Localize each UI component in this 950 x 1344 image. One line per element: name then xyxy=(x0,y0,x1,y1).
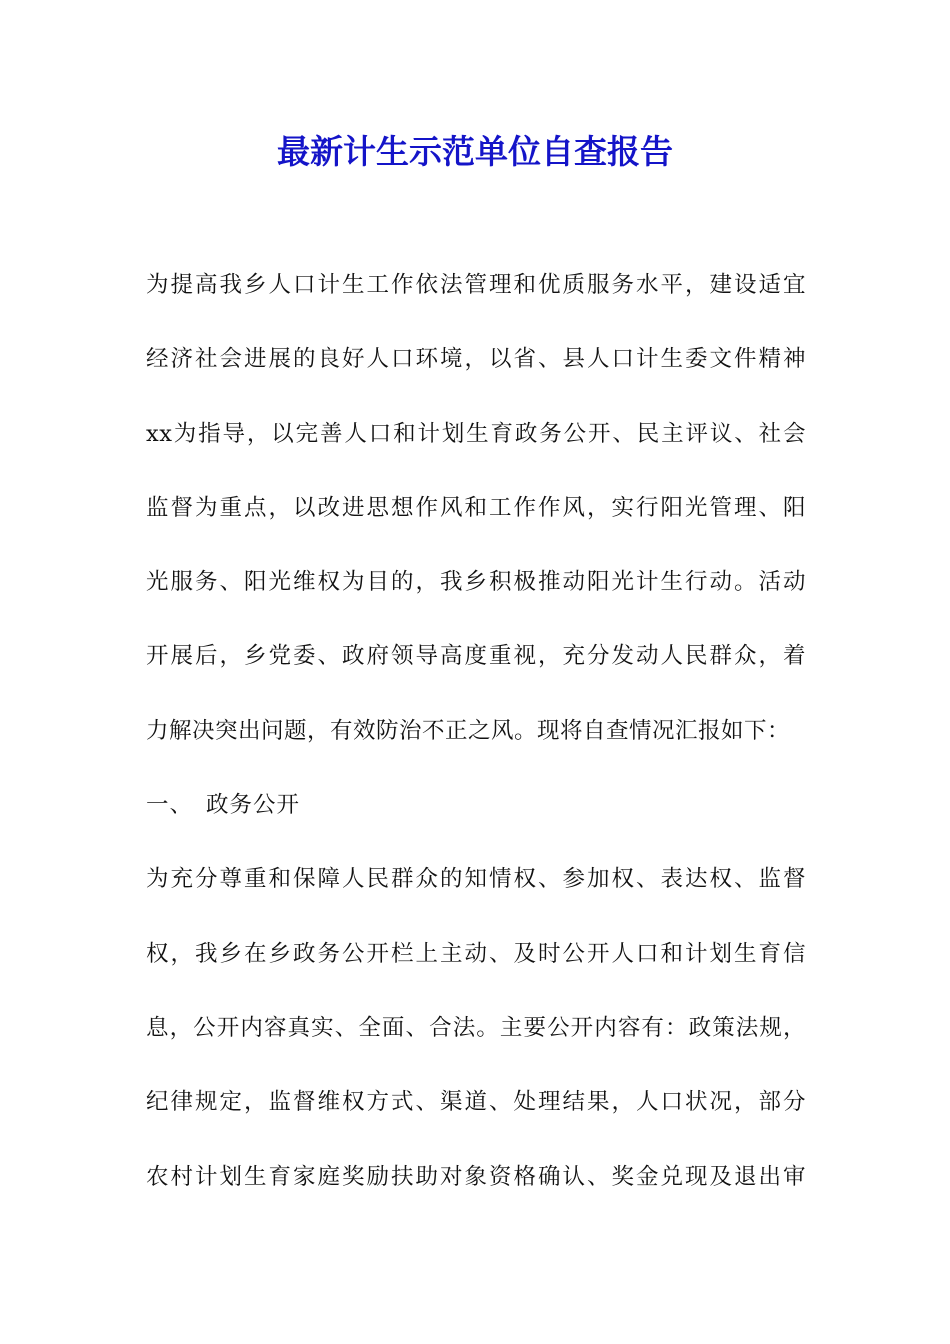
document-body xyxy=(146,265,806,1231)
text-line: 力解决突出问题，有效防治不正之风。现将自查情况汇报如下： xyxy=(146,717,791,744)
paragraph-disclosure xyxy=(146,859,806,1230)
text-line: 息，公开内容真实、全面、合法。主要公开内容有：政策法规， xyxy=(146,1014,806,1041)
text-line: 光服务、阳光维权为目的，我乡积极推动阳光计生行动。活动 xyxy=(146,569,806,596)
text-line: 纪律规定，监督维权方式、渠道、处理结果，人口状况，部分 xyxy=(146,1089,806,1116)
text-line: 为提高我乡人口计生工作依法管理和优质服务水平，建设适宜 xyxy=(146,272,806,298)
text-line: 农村计划生育家庭奖励扶助对象资格确认、奖金兑现及退出审 xyxy=(146,1163,806,1190)
text-line: 监督为重点，以改进思想作风和工作作风，实行阳光管理、阳 xyxy=(146,494,806,521)
text-line: xx为指导，以完善人口和计划生育政务公开、民主评议、社会 xyxy=(146,420,806,447)
text-line: 权，我乡在乡政务公开栏上主动、及时公开人口和计划生育信 xyxy=(146,940,806,967)
document-title: 最新计生示范单位自查报告 xyxy=(277,132,673,171)
section-heading xyxy=(146,785,806,859)
text-line: 经济社会进展的良好人口环境，以省、县人口计生委文件精神 xyxy=(146,346,806,373)
text-line: 开展后，乡党委、政府领导高度重视，充分发动人民群众，着 xyxy=(146,643,806,670)
paragraph-intro xyxy=(146,265,806,785)
text-line: 为充分尊重和保障人民群众的知情权、参加权、表达权、监督 xyxy=(146,866,806,893)
section-title: 政务公开 xyxy=(206,792,301,819)
section-number: 一、 xyxy=(146,792,194,819)
